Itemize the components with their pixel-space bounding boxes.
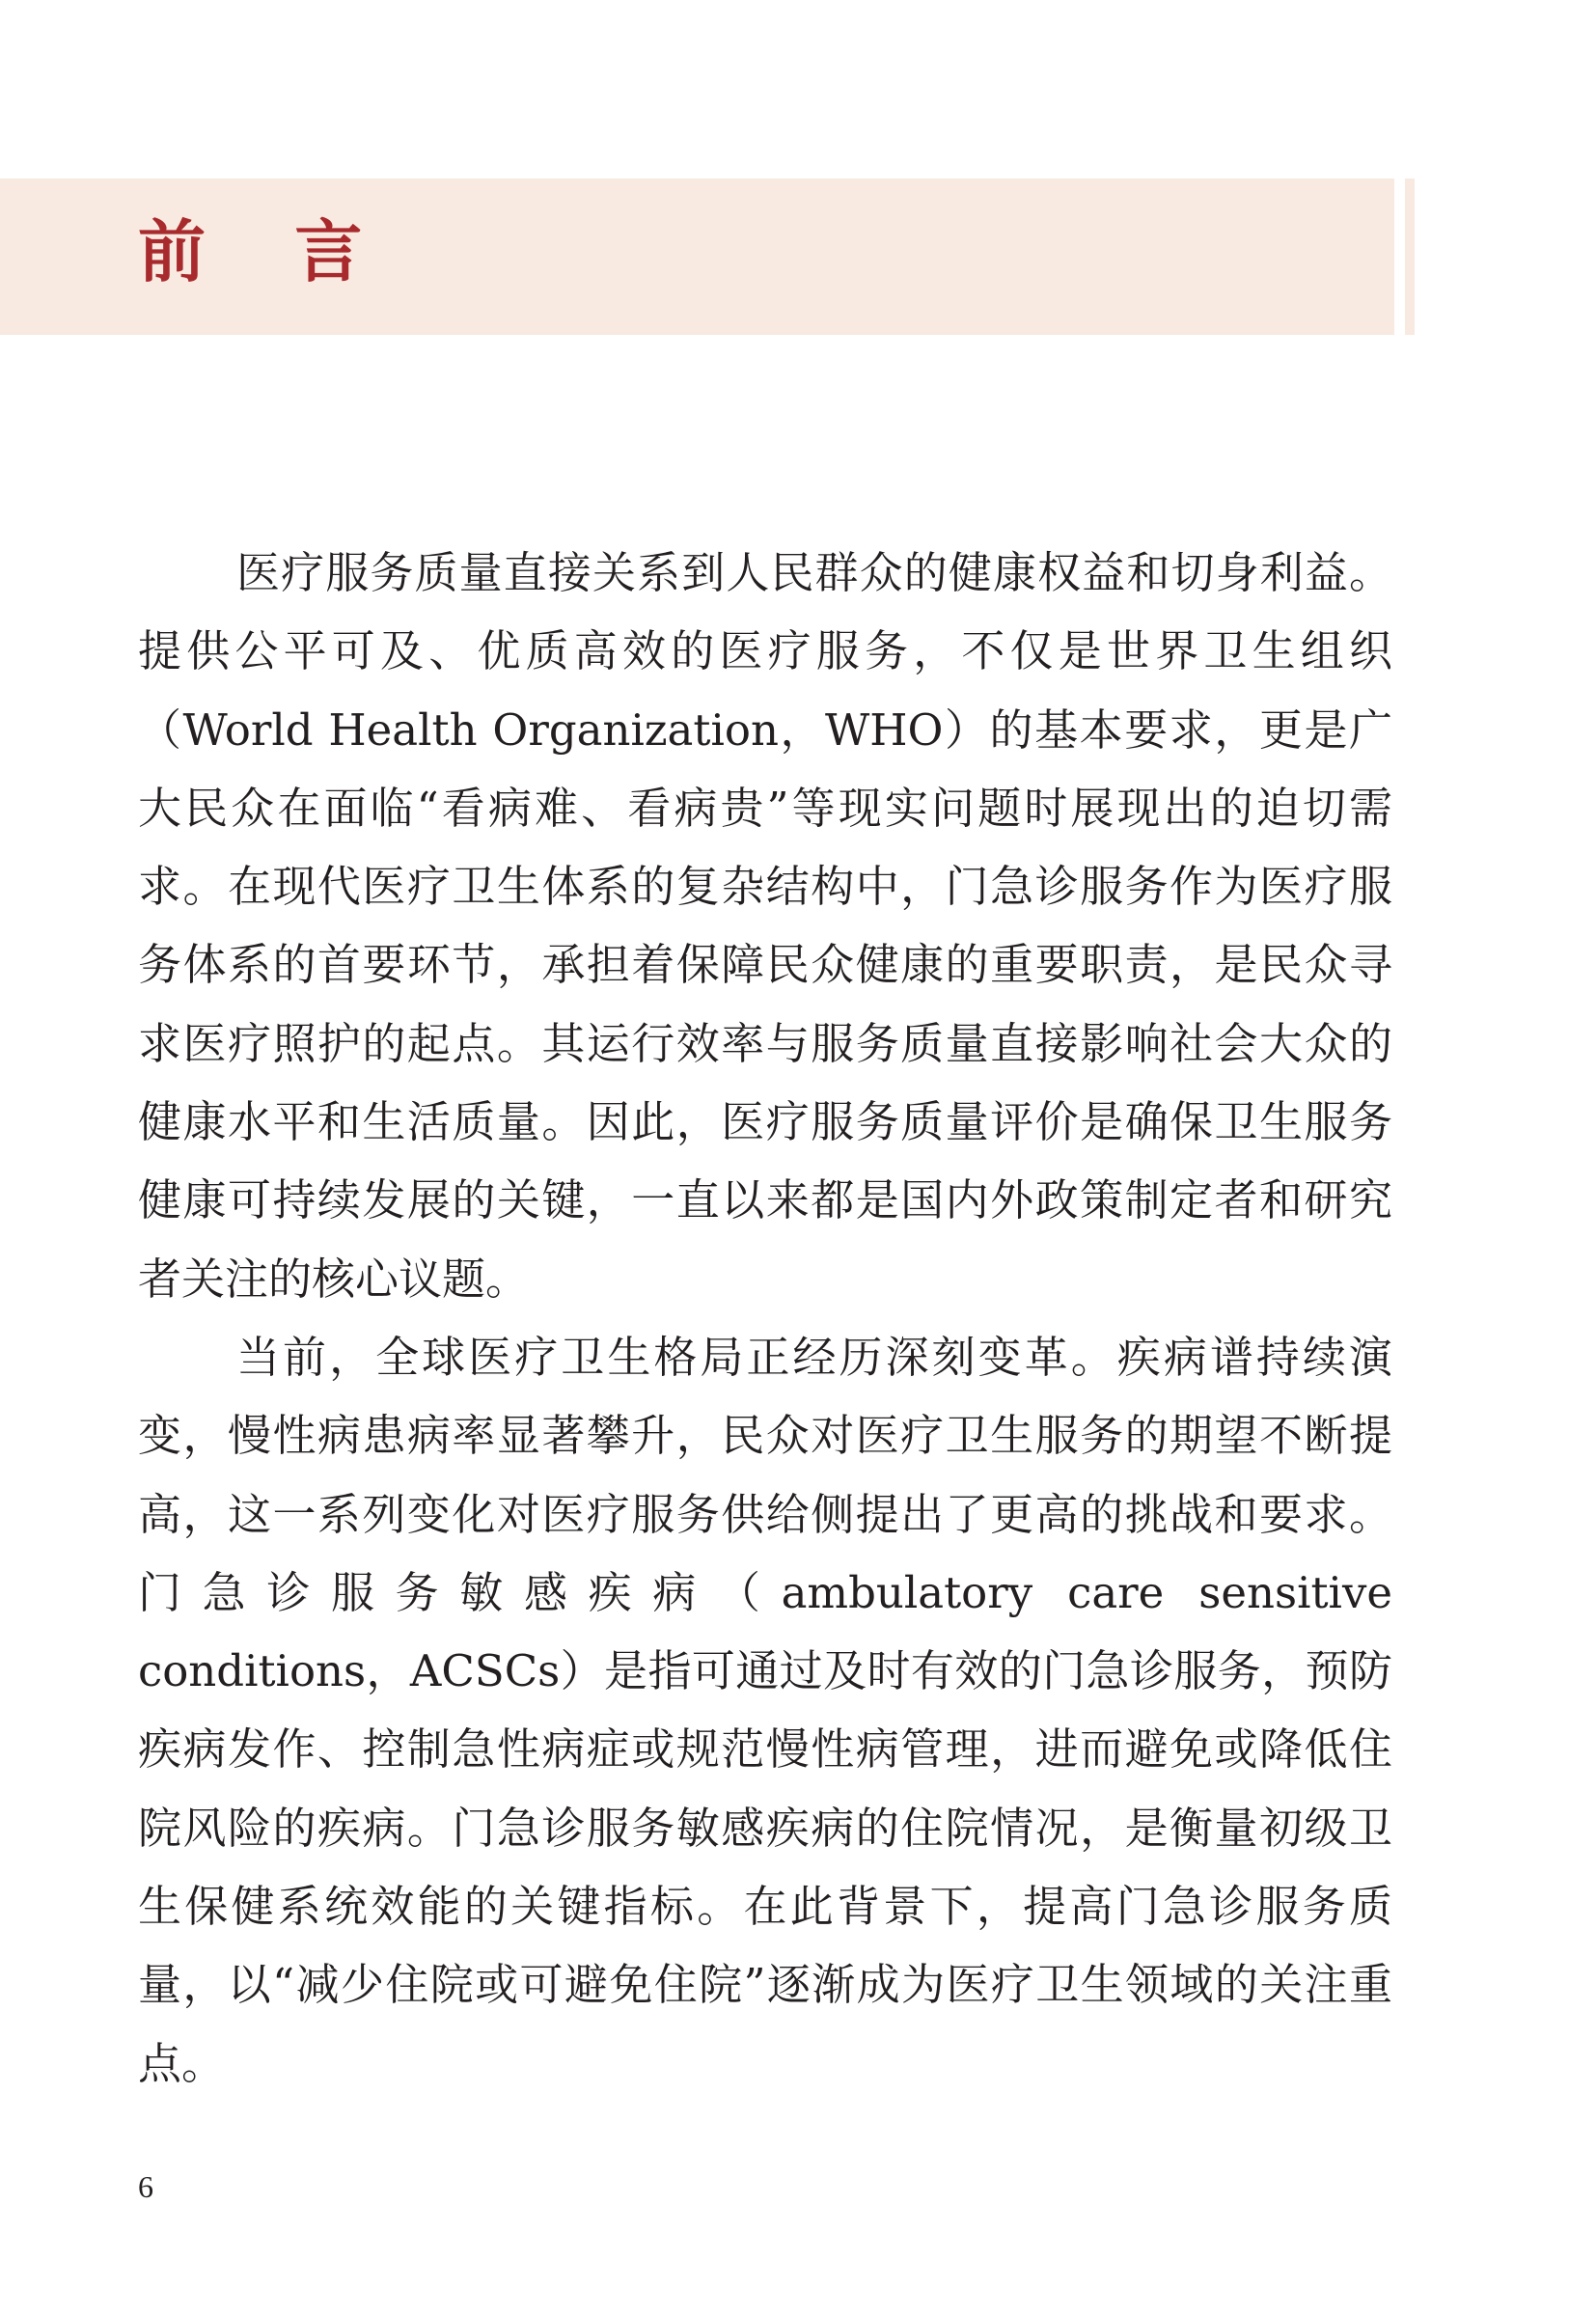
body-text — [138, 534, 1392, 2103]
paragraph-1: 医疗服务质量直接关系到人民群众的健康权益和切身利益。提供公平可及、优质高效的医疗服务，不仅是世界卫生组织（World Health Organization，WHO）的基本要求，更是广大民众在面临“看病难、看病贵”等现实问题时展现出的迫切需求。在现代医疗卫生体系的复杂结构中，门急诊服务作为医疗服务体系的首要环节，承担着保障民众健康的重要职责，是民众寻求医疗照护的起点。其运行效率与服务质量直接影响社会大众的健康水平和生活质量。因此，医疗服务质量评价是确保卫生服务健康可持续发展的关键，一直以来都是国内外政策制定者和研究者关注的核心议题。 — [138, 547, 1392, 1305]
page-title: 前 言 — [138, 211, 396, 291]
page-number: 6 — [138, 2169, 153, 2204]
title-band-edge — [1405, 179, 1415, 335]
paragraph-2: 当前，全球医疗卫生格局正经历深刻变革。疾病谱持续演变，慢性病患病率显著攀升，民众对医疗卫生服务的期望不断提高，这一系列变化对医疗服务供给侧提出了更高的挑战和要求。门急诊服务敏感疾病（ambulatory care sensitive conditions，ACSCs）是指可通过及时有效的门急诊服务，预防疾病发作、控制急性病症或规范慢性病管理，进而避免或降低住院风险的疾病。门急诊服务敏感疾病的住院情况，是衡量初级卫生保健系统效能的关键指标。在此背景下，提高门急诊服务质量，以“减少住院或可避免住院”逐渐成为医疗卫生领域的关注重点。 — [138, 1331, 1392, 2089]
